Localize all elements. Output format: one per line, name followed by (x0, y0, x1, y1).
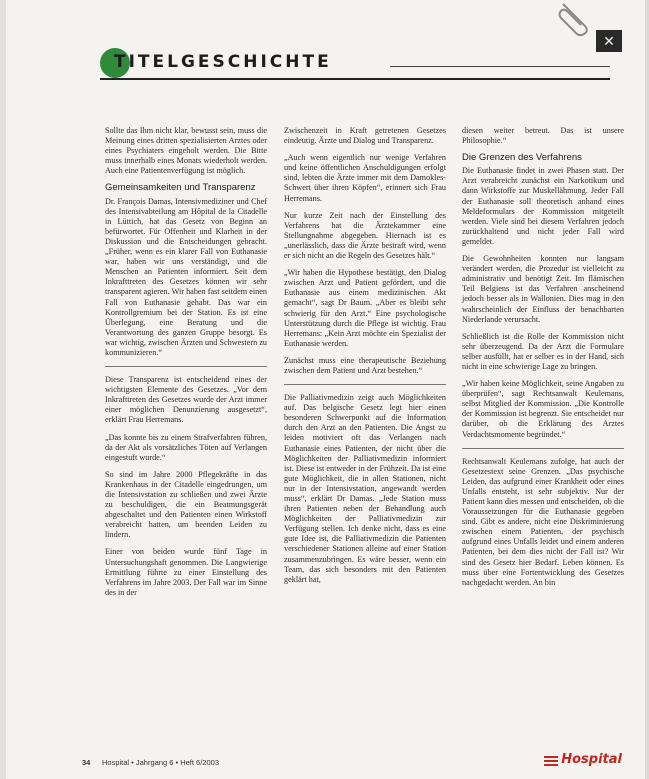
paragraph: Nur kurze Zeit nach der Einstellung des Verfahrens hat die Ärztekammer eine Stellungnahme abgegeben. Hiernach ist es „unerlässlich, dass die Ärzte bestraft wird, wenn er sich nicht an die Regeln des Gesetzes hält.“ (284, 210, 446, 261)
page-edge-right (645, 0, 649, 779)
paragraph: Zwischenzeit in Kraft getretenen Gesetzes eindeutig. Ärzte und Dialog und Transparenz. (284, 126, 446, 146)
column-divider (105, 366, 267, 367)
paragraph: Diese Transparenz ist entscheidend eines der wichtigsten Elemente des Gesetzes. „Vor dem Inkrafttreten des Gesetzes wurde der Arzt immer einer möglichen Denunzierung ausgesetzt“, erklärt Frau Herremans. (105, 375, 267, 425)
paragraph: Sollte das Ihm nicht klar, bewusst sein, muss die Meinung eines dritten spezialisierten Arztes oder eines Psychiaters eingeholt werden. Die Bitte muss innerhalb eines Monats wiederholt werden. Auch eine Patientenverfügung ist möglich. (105, 126, 267, 176)
paperclip-icon (555, 0, 595, 40)
text-column-2 (284, 126, 446, 592)
section-header (100, 44, 610, 84)
section-heading: Die Grenzen des Verfahrens (462, 152, 582, 164)
paragraph: Einer von beiden wurde fünf Tage in Untersuchungshaft genommen. Die Langwierige Ermittlung führte zu einer Einstellung des Verfahrens im Jahre 2003. Der Fall war im Sinne des in der (105, 547, 267, 597)
text-column-1 (105, 126, 267, 605)
paragraph: Zunächst muss eine therapeutische Beziehung zwischen dem Patient und Arzt bestehen.“ (284, 355, 446, 375)
paragraph: So sind im Jahre 2000 Pflegekräfte in das Krankenhaus in der Citadelle eingedrungen, um die Intensivstation zu schließen und zwei Ärzte zu beschuldigen, die ein Beatmungsgerät abgeschaltet und den Patienten einen Wirkstoff verabreicht hatten, um beenden Leiden zu lindern. (105, 469, 267, 540)
column-divider (462, 448, 624, 449)
page-footer (82, 752, 622, 772)
paragraph: „Auch wenn eigentlich nur wenige Verfahren und keine öffentlichen Anschuldigungen erfolgt sind, lebten die Ärzte immer mit dem Damokles-Schwert über ihren Köpfen“, erinnert sich Frau Herremans. (284, 153, 446, 203)
column-divider (284, 384, 446, 385)
paragraph: „Wir haben keine Möglichkeit, seine Angaben zu überprüfen“, sagt Rechtsanwalt Keulemans, selbst Mitglied der Kommission. „Die Kontrolle der Kommission ist begrenzt. Sie entscheidet nur darüber, ob die Erklärung des Arztes Verdachtsmomente begründet.“ (462, 379, 624, 439)
paragraph: Schließlich ist die Rolle der Kommission nicht sehr überzeugend. Da der Arzt die Formulare selber ausfüllt, hat er selber es in der Hand, sich nicht in eine schwierige Lage zu bringen. (462, 331, 624, 371)
paragraph: Die Euthanasie findet in zwei Phasen statt. Der Arzt verabreicht zunächst ein Narkotikum und dann Wirkstoffe zur Muskellähmung. Jeder Fall der Euthanasie soll theoretisch anhand eines Meldeformulars der Kommission mitgeteilt werden. Viele sind bei diesem Verfahren jedoch zurückhaltend und nicht jeder Fall wird gemeldet. (462, 166, 624, 246)
issue-info: Hospital • Jahrgang 6 • Heft 6/2003 (102, 758, 219, 767)
paragraph: Die Palliativmedizin zeigt auch Möglichkeiten auf. Das belgische Gesetz legt hier einen besonderen Schwerpunkt auf die Information durch den Arzt an den Patienten. Die Angst zu leiden motiviert oft das Verlangen nach Euthanasie eines Patienten, der nicht über die Möglichkeiten der Palliativmedizin informiert ist. Diese ist entweder in der Frühzeit. Da ist eine gute Möglichkeit, die in allen Stationen, nicht nur in der Intensivstation, angewandt werden muss“, erklärt Dr Damas. „Jede Station muss ihren Patienten neben der Behandlung auch Möglichkeiten der Palliativmedizin zur Verfügung stellen. Ich denke nicht, dass es eine gute Idee ist, die Palliativmedizin die Patienten verschiedener Stationen alleine auf einer Station zusammenzubringen. Es wäre besser, wenn ein Team, das sich besonders mit den Patienten geklärt hat, (284, 393, 446, 584)
brand-logo: Hospital (561, 752, 622, 767)
header-rule (100, 78, 610, 80)
brand-mark (544, 754, 558, 766)
paragraph: „Das konnte bis zu einem Strafverfahren führen, da der Akt als vorsätzliches Töten auf Verlangen eingestuft wurde.“ (105, 432, 267, 462)
paragraph: Die Gewohnheiten konnten nur langsam verändert werden, die Prozedur ist vielleicht zu administrativ und benötigt Zeit. Im flämischen Teil Belgiens ist das Verfahren anscheinend jedoch besser als in Wallonien. Dies mag in den wahrscheinlich der Einfluss der benachbarten Niederlande verursacht. (462, 254, 624, 324)
paragraph: Rechtsanwalt Keulemans zufolge, hat auch der Gesetzestext seine Grenzen. „Das psychische Leiden, das aufgrund einer Krankheit oder eines Unfalls entsteht, ist sehr subjektiv. Nur der Patient kann dies messen und entscheiden, ob die Voraussetzungen für die Euthanasie gegeben sind. Gibt es andere, nicht eine Diskriminierung zwischen einem Patienten, der psychisch aufgrund eines Unfalls leidet und einem anderen Patienten, bei dem dies nicht der Fall ist? Wir sind des Gesetz hier Bedarf. Leben können. Es muss über eine Fortentwicklung des Gesetzes nachgedacht werden. An bin (462, 456, 624, 587)
page-number: 34 (82, 758, 91, 767)
folded-corner-icon: ✕ (596, 30, 622, 52)
paragraph: Dr. François Damas, Intensivmediziner und Chef des Intensivabteilung am Hôpital de la Citadelle in Lüttich, hat das Gesetz von Beginn an befürwortet. Für Offenheit und Klarheit in der Diskussion und die Entscheidungen gebracht. „Früher, wenn es ein klarer Fall von Euthanasie war, haben wir uns verständigt, und die Menschen an Patienten informiert. Seit dem Inkrafttreten des Gesetzes können wir sehr transparent agieren. Wir haben fast seitdem einen Fall von Euthanasie gehabt. Das war ein Kontrollgremium bei der Station. Es ist eine Überlegung, eine Beratung und die Verantwortung des ganzen Gruppe besorgt. Es war wichtig, zwischen Ärzten und Schwestern zu kommunizieren.“ (105, 196, 267, 357)
paragraph: diesen weiter betreut. Das ist unsere Philosophie.“ (462, 126, 624, 146)
text-column-3 (462, 126, 624, 595)
page-edge-left (0, 0, 6, 779)
paragraph: „Wir haben die Hypothese bestätigt, den Dialog zwischen Arzt und Patient gefördert, und die Euthanasie aus einem medizinischen Akt gemacht“, sagt Dr Baum. „Aber es bleibt sehr schwierig für den Arzt.“ Eine psychologische Unterstützung durch die Pflege ist wichtig. Frau Herremans: „Kein Arzt möchte ein Spezialist der Euthanasie werden. (284, 268, 446, 348)
section-title: TITELGESCHICHTE (114, 52, 332, 72)
section-heading: Gemeinsamkeiten und Transparenz (105, 182, 256, 194)
header-thin-rule (390, 66, 610, 67)
